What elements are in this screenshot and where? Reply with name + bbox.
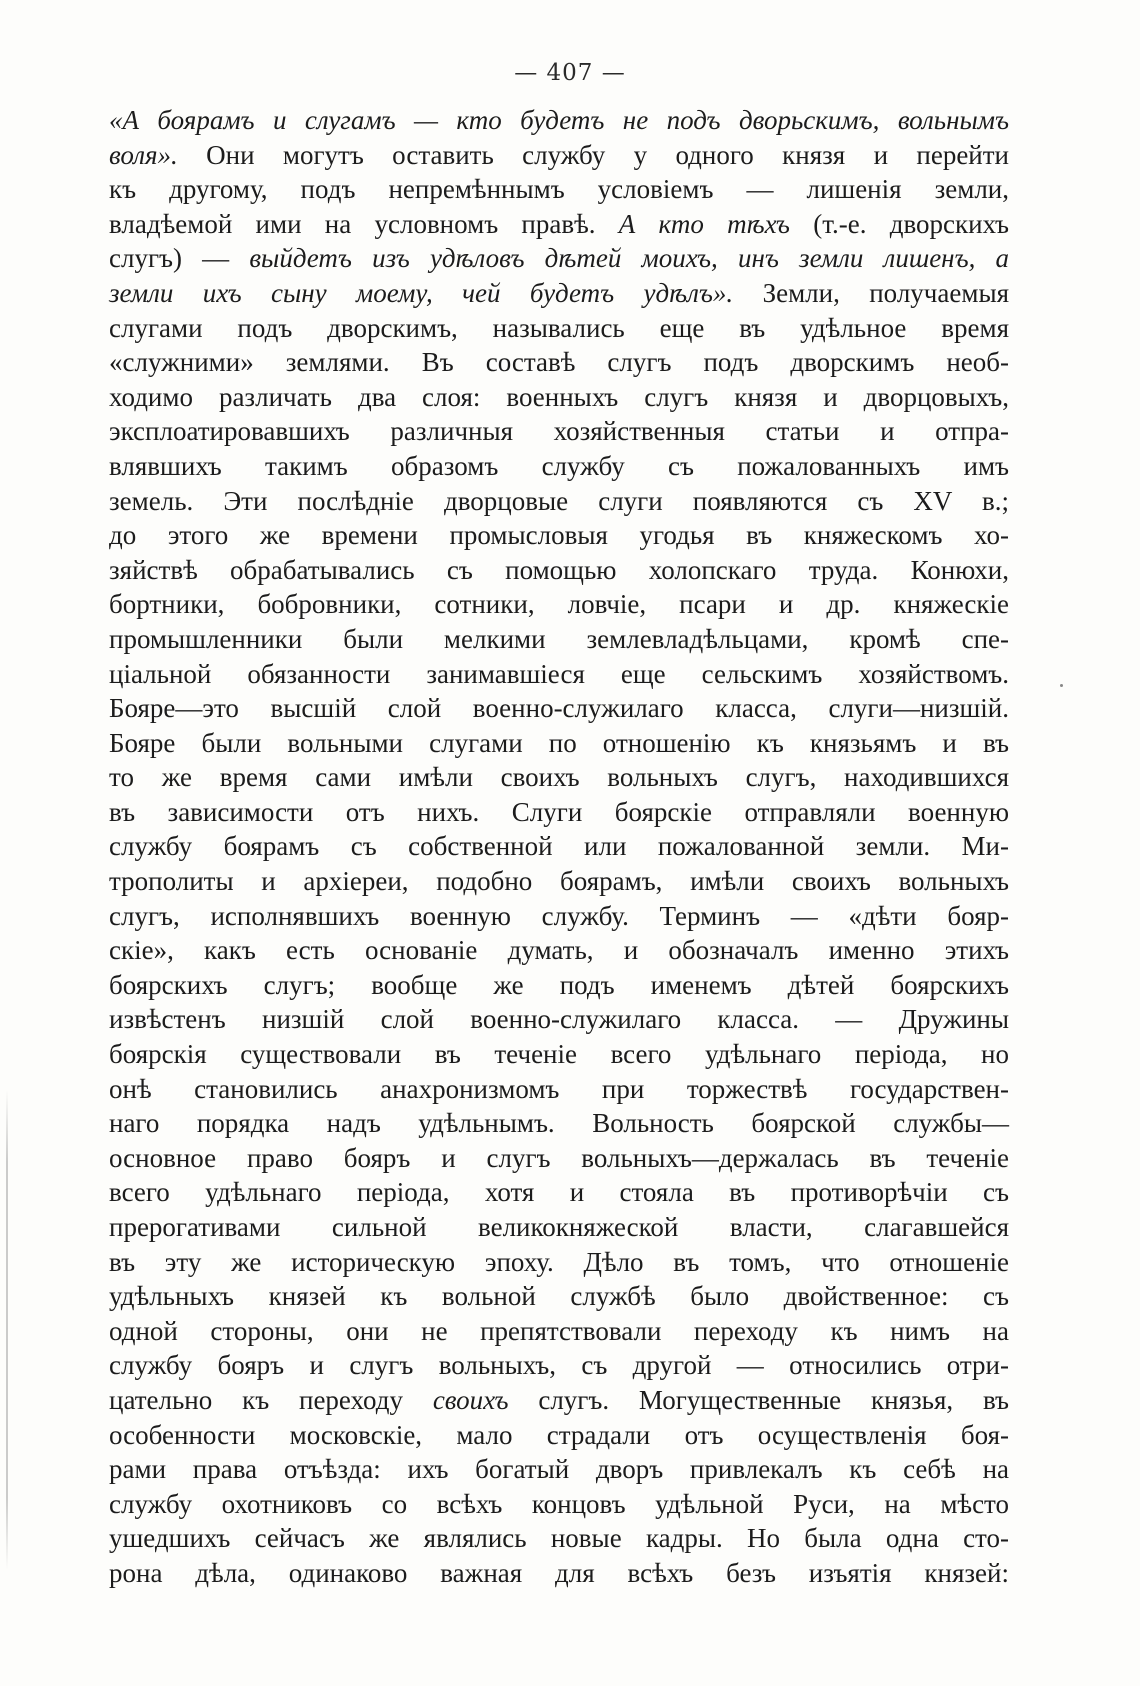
text-segment: владѣемой ими на условномъ правѣ. — [109, 208, 619, 239]
text-segment: службу боярамъ съ собственной или пожалованной земли. Ми- — [109, 831, 1009, 862]
text-segment: то же время сами имѣли своихъ вольныхъ слугъ, находившихся — [109, 762, 1009, 793]
text-line — [109, 795, 1009, 830]
text-line — [109, 1002, 1009, 1037]
text-segment: слугъ, исполнявшихъ военную службу. Терминъ — «дѣти бояр- — [109, 900, 1009, 931]
text-line — [109, 933, 1009, 968]
text-segment: бортники, бобровники, сотники, ловчіе, псари и др. княжескіе — [109, 589, 1009, 620]
text-segment: зяйствѣ обрабатывались съ помощью холопскаго труда. Конюхи, — [109, 554, 1009, 585]
text-line — [109, 760, 1009, 795]
text-line — [109, 691, 1009, 726]
text-segment: Бояре—это высшій слой военно-служилаго класса, слуги—низшій. — [109, 693, 1009, 724]
text-segment: онѣ становились анахронизмомъ при торжествѣ государствен- — [109, 1073, 1009, 1104]
text-segment: цательно къ переходу — [109, 1384, 433, 1415]
text-segment: службу бояръ и слугъ вольныхъ, съ другой — относились отри- — [109, 1350, 1009, 1381]
italic-text-segment: земли ихъ сыну моему, чей будетъ удѣлъ». — [109, 277, 734, 308]
text-line — [109, 1487, 1009, 1522]
text-line — [109, 864, 1009, 899]
text-line — [109, 1037, 1009, 1072]
text-segment: одной стороны, они не препятствовали переходу къ нимъ на — [109, 1315, 1009, 1346]
text-segment: къ другому, подъ непремѣннымъ условіемъ — лишенія земли, — [109, 174, 1009, 205]
text-line — [109, 311, 1009, 346]
text-segment: влявшихъ такимъ образомъ службу съ пожалованныхъ имъ — [109, 450, 1009, 481]
text-segment: всего удѣльнаго періода, хотя и стояла въ противорѣчіи съ — [109, 1177, 1009, 1208]
text-line — [109, 1141, 1009, 1176]
text-line — [109, 1245, 1009, 1280]
body-text — [109, 103, 1009, 1591]
text-line — [109, 726, 1009, 761]
text-segment: слугами подъ дворскимъ, назывались еще въ удѣльное время — [109, 312, 1009, 343]
text-segment: наго порядка надъ удѣльнымъ. Вольность боярской службы— — [109, 1108, 1009, 1139]
text-line — [109, 899, 1009, 934]
text-segment: ходимо различать два слоя: военныхъ слугъ князя и дворцовыхъ, — [109, 381, 1009, 412]
text-segment: Земли, получаемыя — [733, 277, 1009, 308]
text-line — [109, 241, 1009, 276]
italic-text-segment: «А боярамъ и слугамъ — кто будетъ не подъ дворьскимъ, вольнымъ — [109, 105, 1009, 135]
text-segment: рами права отъѣзда: ихъ богатый дворъ привлекалъ къ себѣ на — [109, 1454, 1009, 1485]
text-segment: прерогативами сильной великокняжеской власти, слагавшейся — [109, 1212, 1009, 1242]
text-line — [109, 968, 1009, 1003]
italic-text-segment: воля». — [109, 139, 178, 170]
text-segment: основное право бояръ и слугъ вольныхъ—держалась въ теченіе — [109, 1142, 1009, 1173]
text-line — [109, 138, 1009, 173]
paper-speck — [1060, 684, 1063, 687]
text-line — [109, 1210, 1009, 1245]
text-line — [109, 380, 1009, 415]
text-segment: до этого же времени промысловыя угодья въ княжескомъ хо- — [109, 520, 1009, 551]
text-line — [109, 1521, 1009, 1556]
gutter-shadow — [6, 1090, 8, 1570]
text-segment: въ зависимости отъ нихъ. Слуги боярскіе отправляли военную — [109, 796, 1009, 827]
text-segment: скіе», какъ есть основаніе думать, и обозначалъ именно этихъ — [109, 935, 1009, 966]
text-line — [109, 414, 1009, 449]
text-line — [109, 1348, 1009, 1383]
text-line — [109, 207, 1009, 242]
text-segment: земель. Эти послѣдніе дворцовые слуги появляются съ XV в.; — [109, 485, 1009, 516]
text-line — [109, 1279, 1009, 1314]
text-segment: особенности московскіе, мало страдали отъ осуществленія боя- — [109, 1419, 1009, 1450]
text-line — [109, 276, 1009, 311]
text-segment: ушедшихъ сейчасъ же являлись новые кадры. Но была одна сто- — [109, 1523, 1009, 1554]
text-segment: въ эту же историческую эпоху. Дѣло въ томъ, что отношеніе — [109, 1246, 1009, 1277]
italic-text-segment: А кто тѣхъ — [618, 208, 790, 239]
text-segment: рона дѣла, одинаково важная для всѣхъ безъ изъятія князей: — [109, 1557, 1009, 1588]
text-segment: трополиты и архіереи, подобно боярамъ, имѣли своихъ вольныхъ — [109, 866, 1009, 897]
page-number: — 407 — — [514, 60, 626, 86]
text-segment: эксплоатировавшихъ различныя хозяйственныя статьи и отпра- — [109, 416, 1009, 447]
text-line — [109, 518, 1009, 553]
text-line — [109, 103, 1009, 138]
text-line — [109, 587, 1009, 622]
text-segment: Они могутъ оставить службу у одного князя и перейти — [177, 139, 1009, 170]
text-line — [109, 484, 1009, 519]
text-line — [109, 172, 1009, 207]
text-line — [109, 1314, 1009, 1349]
text-line — [109, 1072, 1009, 1107]
text-line — [109, 1556, 1009, 1591]
text-segment: Бояре были вольными слугами по отношенію къ князьямъ и въ — [109, 727, 1009, 758]
text-line — [109, 553, 1009, 588]
text-segment: слугъ. Могущественные князья, въ — [508, 1384, 1009, 1415]
text-line — [109, 1175, 1009, 1210]
italic-text-segment: выйдетъ изъ удѣловъ дѣтей моихъ, инъ земли лишенъ, а — [249, 243, 1010, 274]
italic-text-segment: своихъ — [432, 1384, 509, 1415]
text-segment: слугъ) — — [109, 243, 250, 274]
text-segment: промышленники были мелкими землевладѣльцами, кромѣ спе- — [109, 623, 1009, 654]
text-segment: извѣстенъ низшій слой военно-служилаго класса. — Дружины — [109, 1004, 1009, 1035]
text-line — [109, 622, 1009, 657]
text-line — [109, 345, 1009, 380]
text-segment: боярскія существовали въ теченіе всего удѣльнаго періода, но — [109, 1039, 1009, 1070]
text-segment: боярскихъ слугъ; вообще же подъ именемъ дѣтей боярскихъ — [109, 969, 1009, 1000]
text-line — [109, 1452, 1009, 1487]
text-segment: «служними» землями. Въ составѣ слугъ подъ дворскимъ необ- — [109, 347, 1009, 378]
text-line — [109, 829, 1009, 864]
text-line — [109, 1418, 1009, 1453]
text-line — [109, 1383, 1009, 1418]
text-line — [109, 449, 1009, 484]
text-segment: удѣльныхъ князей къ вольной службѣ было двойственное: съ — [109, 1281, 1009, 1312]
text-line — [109, 1106, 1009, 1141]
text-segment: ціальной обязанности занимавшіеся еще сельскимъ хозяйствомъ. — [109, 658, 1009, 689]
text-segment: службу охотниковъ со всѣхъ концовъ удѣльной Руси, на мѣсто — [109, 1488, 1009, 1519]
text-segment: (т.-е. дворскихъ — [789, 208, 1009, 239]
text-line — [109, 657, 1009, 692]
